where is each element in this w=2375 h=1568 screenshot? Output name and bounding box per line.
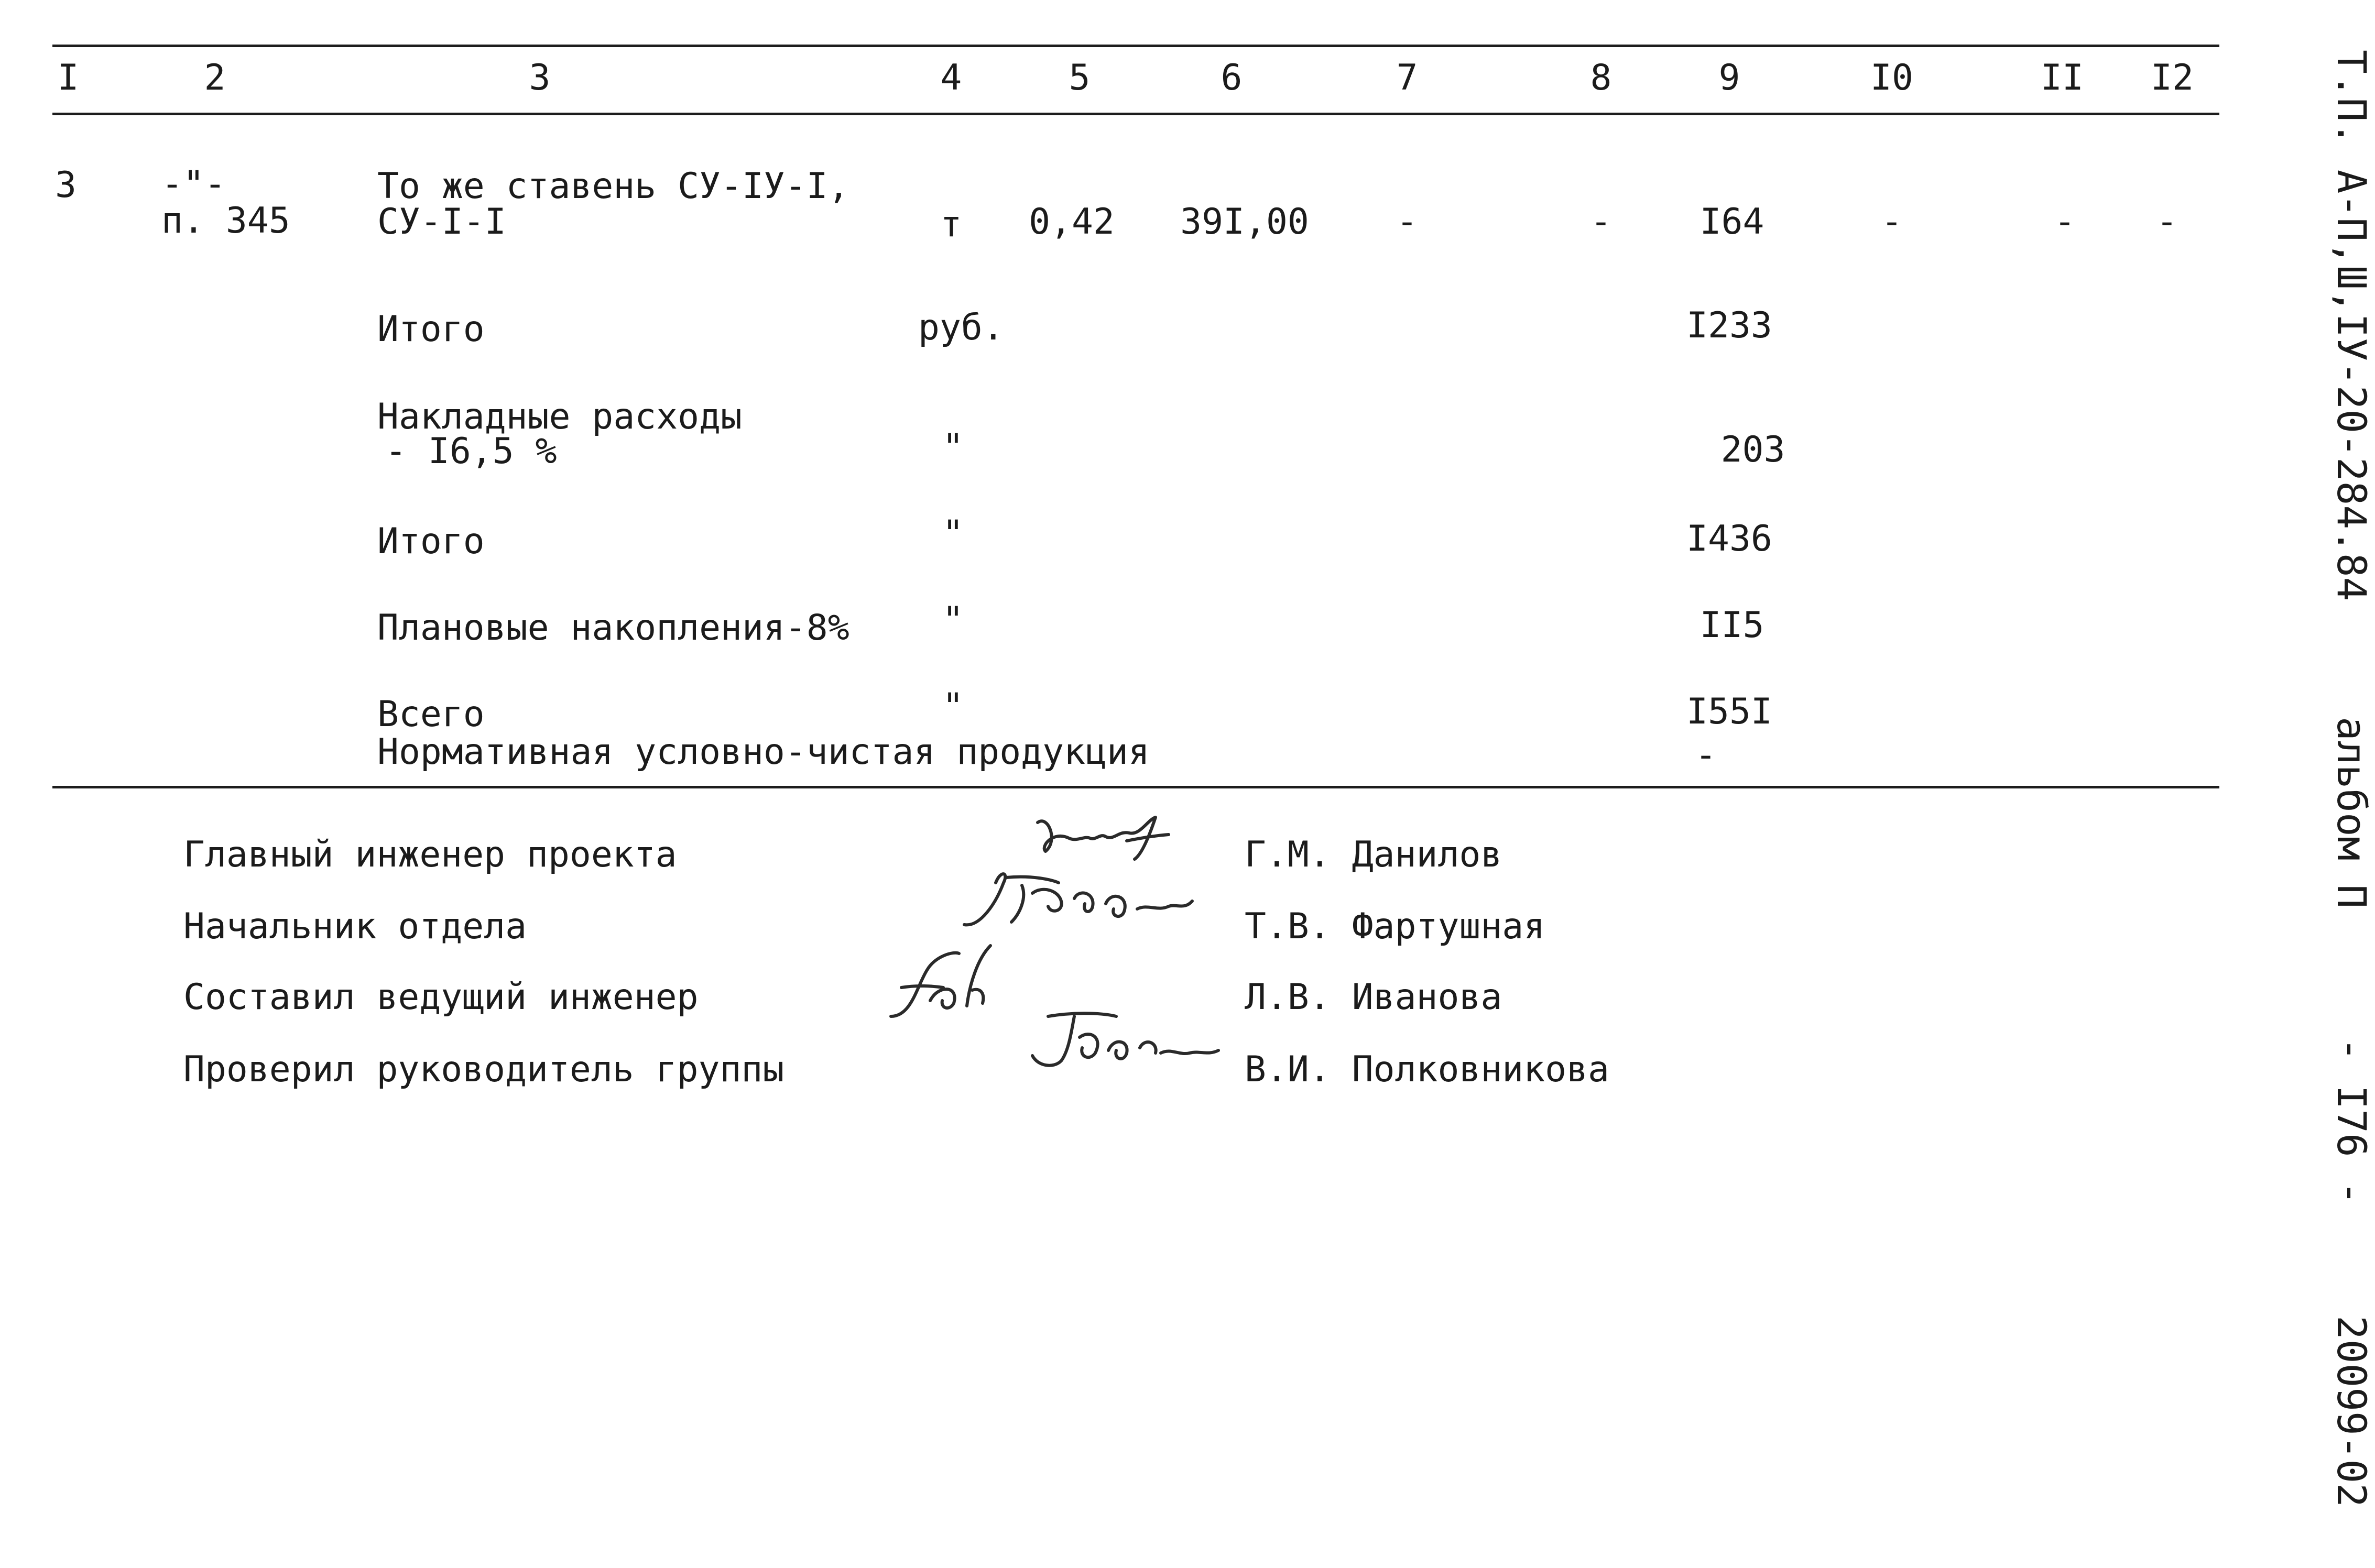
margin-stamp [2303,50,2375,1508]
row-unit-price: 39I,00 [1180,201,1309,243]
summary-label: Итого [377,521,485,562]
handwritten-signature [954,862,1205,940]
row-unit: т [940,204,962,245]
top-rule [52,45,2219,47]
column-header: I0 [1870,57,1913,98]
row-reference: п. 345 [161,200,290,242]
row-col7: - [1396,201,1418,243]
column-header: 8 [1590,57,1612,98]
normative-label: Нормативная условно-чистая продукция [377,731,1150,773]
summary-label: Плановые накопления-8% [377,607,849,649]
page-number: - I76 - [2328,1037,2375,1205]
summary-value: I55I [1686,691,1772,732]
summary-value: I436 [1686,518,1772,560]
summary-unit: " [942,686,964,727]
signatory-name: Л.В. Иванова [1245,977,1502,1018]
signature-role: Начальник отдела [183,906,527,947]
row-col12: - [2156,201,2178,243]
summary-label-continued: - I6,5 % [385,431,557,472]
summary-unit: " [942,426,964,468]
row-col11: - [2054,201,2076,243]
document-number: 20099-02 [2328,1315,2375,1508]
document-code: Т.П. А-П,Ш,IУ-20-284.84 [2328,50,2375,601]
column-header: 6 [1221,57,1243,98]
summary-label: Накладные расходы [377,396,742,437]
album-label: альбом П [2328,717,2375,909]
header-rule [52,113,2219,115]
column-header: I [57,57,79,98]
summary-value: II5 [1699,605,1764,646]
column-header: 3 [529,57,551,98]
handwritten-signature [880,938,1017,1032]
signatory-name: Г.М. Данилов [1245,834,1502,875]
summary-unit: " [942,599,964,641]
column-header: 4 [940,57,962,98]
summary-unit: " [942,513,964,554]
signature-role: Проверил руководитель группы [183,1049,785,1090]
row-number: 3 [55,165,77,206]
column-header: 9 [1718,57,1740,98]
row-col8: - [1590,201,1612,243]
signatory-name: Т.В. Фартушная [1245,906,1545,947]
row-col10: - [1881,201,1903,243]
handwritten-signature [1017,1001,1226,1079]
column-header: II [2041,57,2084,98]
column-header: 7 [1396,57,1418,98]
row-quantity: 0,42 [1029,201,1115,243]
normative-value: - [1695,734,1717,776]
column-header: 2 [204,57,226,98]
column-header: 5 [1069,57,1091,98]
signature-role: Главный инженер проекта [183,834,677,875]
summary-unit: руб. [918,307,1004,348]
row-name-continued: СУ-I-I [377,201,506,243]
row-reference-ditto: -"- [161,163,226,205]
summary-label: Всего [377,694,485,735]
signatory-name: В.И. Полковникова [1245,1049,1609,1090]
column-header: I2 [2151,57,2194,98]
row-total: I64 [1699,201,1764,243]
summary-label: Итого [377,309,485,350]
table-bottom-rule [52,786,2219,788]
summary-value: 203 [1720,429,1785,470]
row-name: То же ставень СУ-IУ-I, [377,166,849,207]
summary-value: I233 [1686,305,1772,346]
signature-role: Составил ведущий инженер [183,977,699,1018]
